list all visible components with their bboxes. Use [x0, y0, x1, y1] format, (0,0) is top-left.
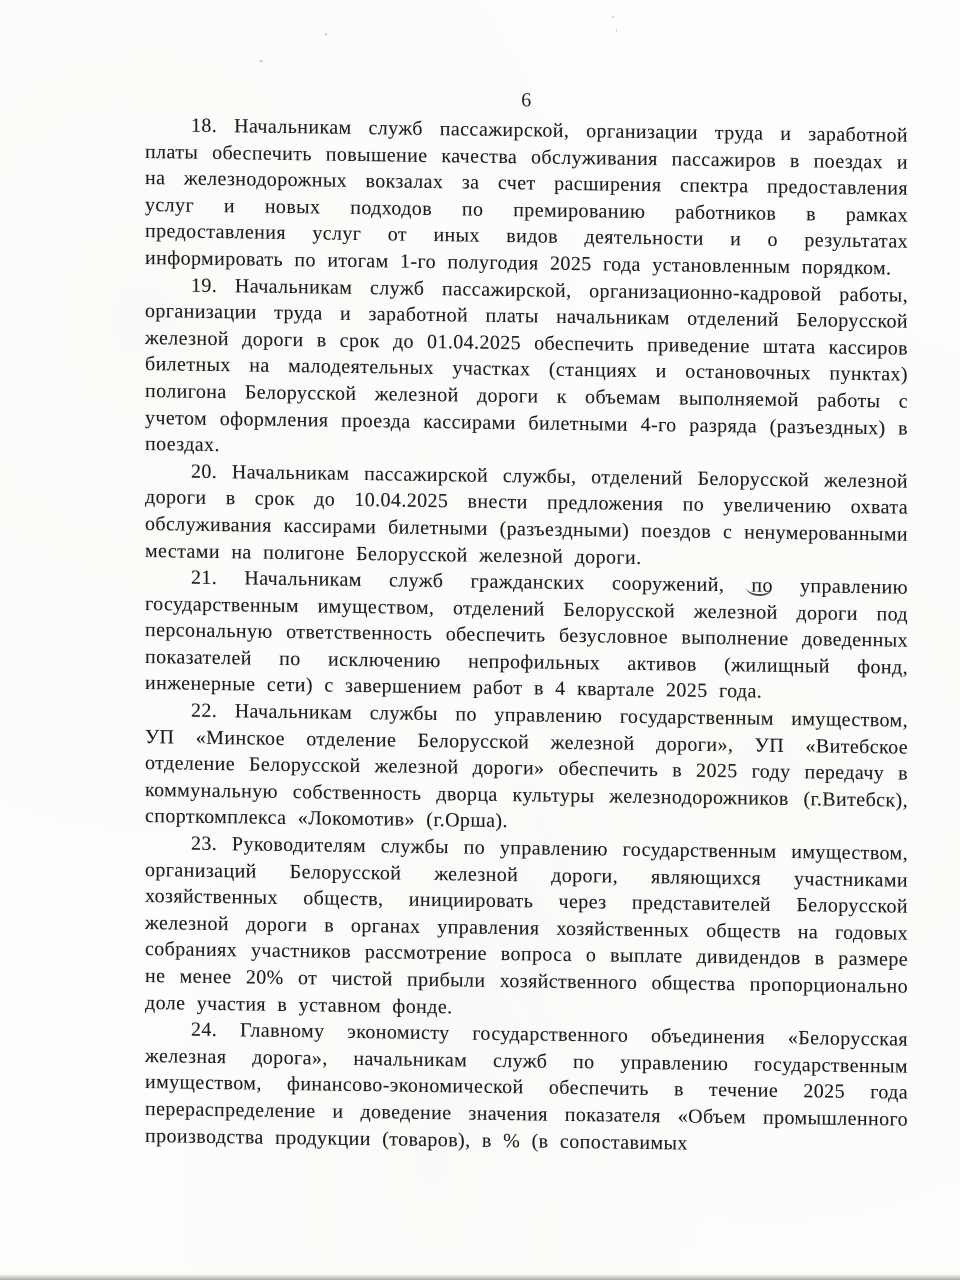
paragraph-22: 22. Начальникам службы по управлению государственным имуществом, УП «Минское отделение Белорусской железной дороги», УП «Витебское отделение Белорусской железной дороги» обеспечить в 2025 году передачу в коммунальную собственность дворца культуры железнодорожников (г.Витебск), спорткомплекса «Локомотив» (г.Орша). [145, 699, 908, 833]
scan-bottom-edge-shadow [0, 1274, 960, 1280]
paragraph-24: 24. Главному экономисту государственного объединения «Белорусская железная дорога», начальникам служб по управлению государственным имуществом, финансово-экономической обеспечить в течение 2025 года перераспределение и доведение значения показателя «Объем промышленного производства продукции (товаров), в % (в сопоставимых [145, 1018, 908, 1155]
paragraph-18: 18. Начальникам служб пассажирской, организации труда и заработной платы обеспечить повышение качества обслуживания пассажиров в поездах и на железнодорожных вокзалах за счет расширения спектра предоставления услуг и новых подходов по премированию работников в рамках предоставления услуг от иных видов деятельности и о результатах информировать по итогам 1-го полугодия 2025 года установленным порядком. [145, 114, 908, 280]
paragraph-20: 20. Начальникам пассажирской службы, отделений Белорусской железной дороги в срок до 10.04.2025 внести предложения по увеличению охвата обслуживания кассирами билетными (разъездными) поездов с ненумерованными местами на полигоне Белорусской железной дороги. [145, 460, 908, 569]
document-content [145, 82, 908, 1160]
scan-speck [612, 16, 614, 18]
paragraph-21: 21. Начальникам служб гражданских сооружений, по управлению государственным имуществом, отделений Белорусской железной дороги под персональную ответственность обеспечить безусловное выполнение доведенных показателей по исключению непрофильных активов (жилищный фонд, инженерные сети) с завершением работ в 4 квартале 2025 года. [145, 566, 908, 704]
scan-speck [259, 61, 263, 62]
page-number: 6 [521, 89, 532, 112]
scan-speck [616, 29, 617, 32]
scan-speck [325, 33, 327, 36]
paragraph-19: 19. Начальникам служб пассажирской, организационно-кадровой работы, организации труда и заработной платы начальникам отделений Белорусской железной дороги в срок до 01.04.2025 обеспечить приведение штата кассиров билетных на малодеятельных участках (станциях и остановочных пунктах) полигона Белорусской железной дороги к объемам выполняемой работы с учетом оформления проезда кассирами билетными 4-го разряда (разъездных) в поездах. [145, 274, 908, 457]
paragraph-23: 23. Руководителям службы по управлению государственным имуществом, организаций Белорусской железной дороги, являющихся участниками хозяйственных обществ, инициировать через представителей Белорусской железной дороги в органах управления хозяйственных обществ на годовых собраниях участников рассмотрение вопроса о выплате дивидендов в размере не менее 20% от чистой прибыли хозяйственного общества пропорционально доле участия в уставном фонде. [145, 832, 908, 1018]
